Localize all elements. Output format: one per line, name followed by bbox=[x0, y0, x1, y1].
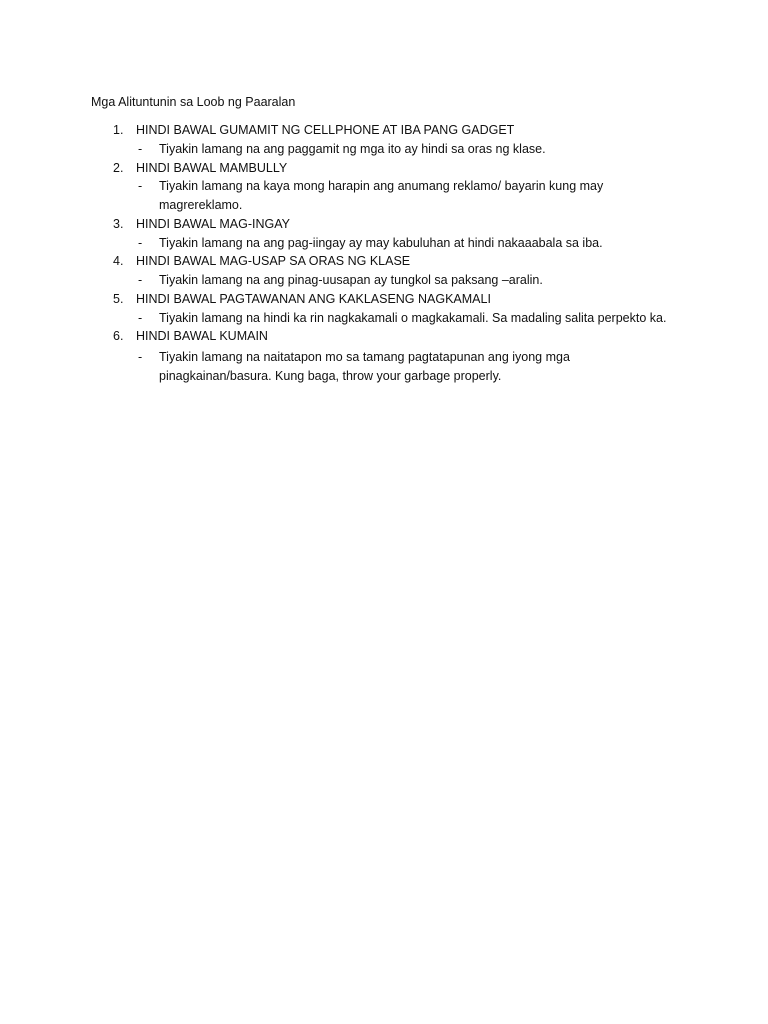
rule-number: 6. bbox=[113, 329, 124, 344]
rule-note: Tiyakin lamang na naitatapon mo sa tamang pagtatapunan ang iyong mga pinagkainan/basura. Kung baga, throw your garbage properly. bbox=[159, 350, 570, 383]
rule-heading: HINDI BAWAL MAG-USAP SA ORAS NG KLASE bbox=[136, 254, 411, 269]
rule-note: Tiyakin lamang na kaya mong harapin ang anumang reklamo/ bayarin kung may magrereklamo. bbox=[159, 179, 604, 212]
rule-note: Tiyakin lamang na ang paggamit ng mga ito ay hindi sa oras ng klase. bbox=[159, 141, 546, 156]
bullet-dash: - bbox=[138, 179, 143, 194]
rule-heading: HINDI BAWAL GUMAMIT NG CELLPHONE AT IBA PANG GADGET bbox=[136, 123, 515, 137]
rule-item bbox=[0, 327, 768, 385]
rule-number: 3. bbox=[113, 216, 124, 231]
rule-number: 2. bbox=[113, 160, 124, 175]
rule-number: 1. bbox=[113, 123, 124, 137]
bullet-dash: - bbox=[138, 273, 143, 287]
rule-heading: HINDI BAWAL MAMBULLY bbox=[136, 160, 288, 175]
rule-heading: HINDI BAWAL PAGTAWANAN ANG KAKLASENG NAGKAMALI bbox=[136, 291, 491, 306]
rule-item bbox=[0, 121, 768, 159]
rule-number: 4. bbox=[113, 254, 124, 269]
rules-list bbox=[0, 121, 768, 386]
rule-note: Tiyakin lamang na ang pinag-uusapan ay tungkol sa paksang –aralin. bbox=[159, 273, 543, 287]
rule-note: Tiyakin lamang na ang pag-iingay ay may kabuluhan at hindi nakaaabala sa iba. bbox=[159, 235, 603, 250]
bullet-dash: - bbox=[138, 235, 143, 250]
rule-heading: HINDI BAWAL KUMAIN bbox=[136, 329, 268, 344]
rule-item bbox=[0, 159, 768, 215]
document-title: Mga Alituntunin sa Loob ng Paaralan bbox=[91, 95, 296, 109]
rule-item bbox=[0, 215, 768, 253]
rule-heading: HINDI BAWAL MAG-INGAY bbox=[136, 216, 290, 231]
rule-item bbox=[0, 290, 768, 328]
rule-item bbox=[0, 252, 768, 290]
bullet-dash: - bbox=[138, 350, 143, 364]
bullet-dash: - bbox=[138, 310, 143, 325]
bullet-dash: - bbox=[138, 141, 143, 156]
rule-number: 5. bbox=[113, 291, 124, 306]
rule-note: Tiyakin lamang na hindi ka rin nagkakamali o magkakamali. Sa madaling salita perpekto ka. bbox=[159, 310, 667, 325]
